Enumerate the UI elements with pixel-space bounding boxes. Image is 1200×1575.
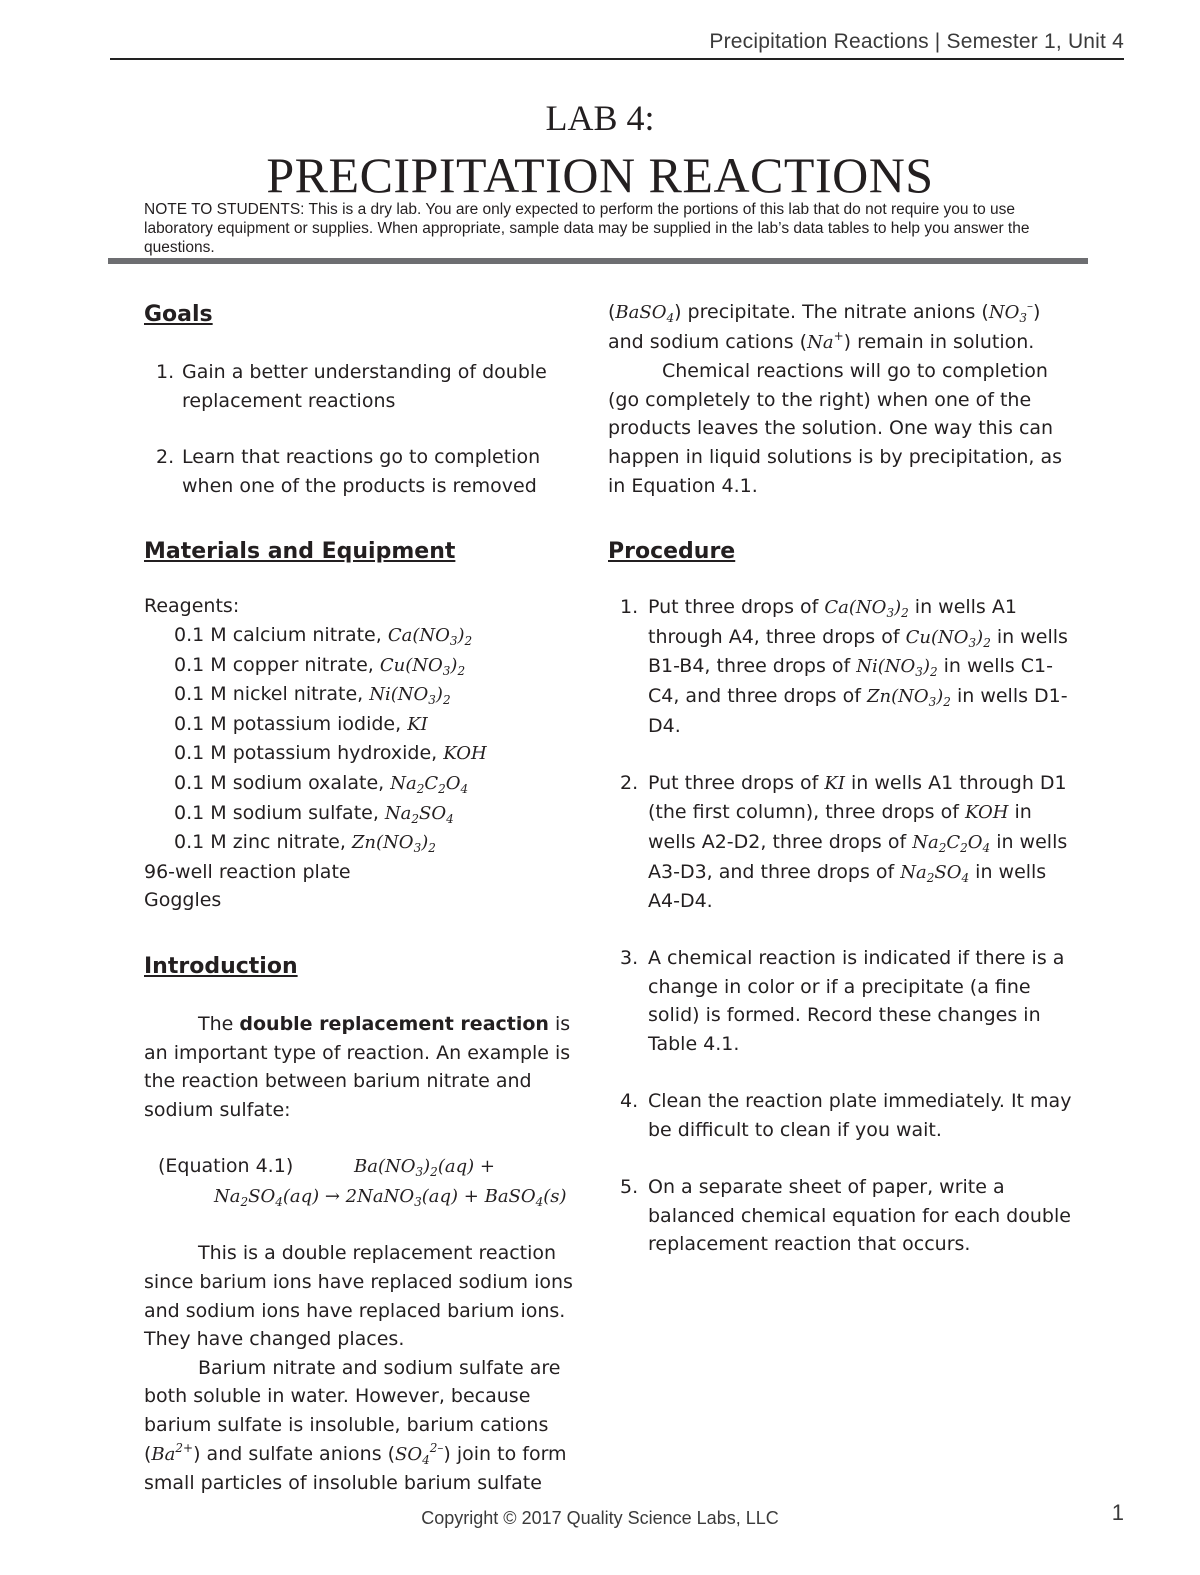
goal-item — [144, 358, 584, 415]
materials-heading: Materials and Equipment — [144, 539, 456, 565]
reagent-item — [144, 651, 584, 681]
step-text: A chemical reaction is indicated if there is a change in color or if a precipitate (a fine solid) is formed. Record these changes in Table 4.1. — [648, 947, 1065, 1056]
reagent-item — [144, 828, 584, 858]
reagent-name: 0.1 M nickel nitrate, — [174, 683, 370, 706]
reagent-item — [144, 739, 584, 769]
procedure-step — [608, 944, 1078, 1058]
running-header: Precipitation Reactions | Semester 1, Unit 4 — [709, 30, 1124, 53]
goals-list — [144, 358, 584, 500]
lab-number: LAB 4: — [545, 98, 655, 138]
reagent-name: 0.1 M calcium nitrate, — [174, 623, 388, 646]
reagent-name: 0.1 M copper nitrate, — [174, 653, 380, 676]
lab-title: PRECIPITATION REACTIONS — [266, 147, 934, 203]
right-column — [608, 298, 1078, 1259]
goal-text: Learn that reactions go to completion when one of the products is removed — [182, 446, 541, 497]
procedure-list — [608, 593, 1078, 1259]
intro-text: is an important type of reaction. An example is the reaction between barium nitrate and sodium sulfate: — [144, 1012, 571, 1121]
copyright-footer: Copyright © 2017 Quality Science Labs, LLC — [421, 1508, 779, 1528]
step-text: Put three drops of $Ca(NO_3)_2$ in wells A1 through A4, three drops of $Cu(NO_3)_2$ in wells B1-B4, three drops of $Ni(NO_3)_2$ in wells C1-C4, and three drops of $Zn(NO_3)_2$ in wells D1-D4. — [648, 596, 1068, 737]
procedure-step — [608, 1087, 1078, 1144]
reagent-formula: $Ni(NO_3)_2$ — [369, 684, 451, 708]
equipment-item: 96-well reaction plate — [144, 860, 351, 883]
equation-line-1: $Ba(NO_3)_2(aq)$ + — [354, 1156, 495, 1180]
reagent-item — [144, 680, 584, 710]
key-term: double replacement reaction — [239, 1012, 549, 1035]
step-text: On a separate sheet of paper, write a balanced chemical equation for each double replacement reaction that occurs. — [648, 1176, 1071, 1256]
introduction-heading: Introduction — [144, 953, 298, 979]
reagent-formula: $Na_2C_2O_4$ — [390, 772, 469, 796]
reagent-item — [144, 799, 584, 829]
step-number: 2. — [620, 771, 639, 794]
reagent-formula: $Zn(NO_3)_2$ — [351, 832, 436, 856]
step-text: Put three drops of KI in wells A1 through D1 (the first column), three drops of KOH in wells A2-D2, three drops of $Na_2C_2O_4$ in wells A3-D3, and three drops of $Na_2SO_4$ in wells A4-D4. — [648, 771, 1068, 913]
equipment-item: Goggles — [144, 889, 222, 912]
reagent-formula: $Ca(NO_3)_2$ — [387, 624, 473, 648]
reagent-formula: KI — [407, 713, 428, 735]
step-number: 1. — [620, 596, 639, 619]
procedure-heading: Procedure — [608, 539, 736, 565]
reagent-name: 0.1 M sodium sulfate, — [174, 801, 385, 824]
goal-text: Gain a better understanding of double replacement reactions — [182, 361, 547, 412]
reagent-formula: $Na_2SO_4$ — [384, 802, 454, 826]
goal-item — [144, 443, 584, 500]
reagent-name: 0.1 M zinc nitrate, — [174, 831, 352, 854]
reagent-name: 0.1 M sodium oxalate, — [174, 771, 391, 794]
intro-paragraph: Chemical reactions will go to completion (go completely to the right) when one of the products leaves the solution. One way this can happen in liquid solutions is by precipitation, as in Equation 4.1. — [608, 360, 1063, 497]
step-number: 4. — [620, 1090, 639, 1113]
goals-heading: Goals — [144, 302, 213, 327]
left-column — [144, 300, 584, 1498]
equation-4-1 — [158, 1152, 584, 1211]
step-text: Clean the reaction plate immediately. It may be difficult to clean if you wait. — [648, 1090, 1072, 1141]
note-to-students: NOTE TO STUDENTS: This is a dry lab. You are only expected to perform the portions of this lab that do not require you to use laboratory equipment or supplies. When appropriate, sample data may be supplied in the lab’s data tables to help you answer the questions. — [144, 201, 1030, 256]
page-number: 1 — [1111, 1500, 1124, 1525]
procedure-step — [608, 769, 1078, 916]
intro-paragraph: Barium nitrate and sodium sulfate are both soluble in water. However, because barium sulfate is insoluble, barium cations $(Ba^{2+})$ and sulfate anions $(SO_4^{2-})$ join to form small particles of insoluble barium sulfate — [144, 1356, 567, 1495]
equation-line-2: $Na_2SO_4(aq)$ → 2NaNO$_3$(aq) + BaSO$_4$(s) — [214, 1185, 567, 1209]
reagent-item — [144, 769, 584, 799]
reagent-name: 0.1 M potassium hydroxide, — [174, 742, 444, 765]
step-number: 3. — [620, 947, 639, 970]
reagent-formula: KOH — [443, 743, 487, 765]
procedure-step — [608, 1173, 1078, 1259]
intro-paragraph — [144, 1010, 584, 1124]
reagent-formula: $Cu(NO_3)_2$ — [379, 654, 466, 678]
procedure-step — [608, 593, 1078, 740]
reagent-item — [144, 621, 584, 651]
goal-number: 2. — [156, 446, 175, 469]
equation-label: (Equation 4.1) — [158, 1155, 294, 1178]
header-rule — [110, 58, 1124, 60]
note-rule — [108, 258, 1088, 264]
reagent-item — [144, 710, 584, 740]
reagent-name: 0.1 M potassium iodide, — [174, 712, 408, 735]
reagent-list — [144, 621, 584, 858]
intro-text: The — [198, 1012, 240, 1035]
goal-number: 1. — [156, 361, 175, 383]
intro-paragraph-continued: (BaSO$_4$) precipitate. The nitrate anions $(NO_3^-)$ and sodium cations (Na+) remain in solution. — [608, 299, 1041, 353]
reagents-label: Reagents: — [144, 595, 240, 618]
step-number: 5. — [620, 1176, 639, 1199]
intro-paragraph: This is a double replacement reaction since barium ions have replaced sodium ions and sodium ions have replaced barium ions. They have changed places. — [144, 1242, 573, 1351]
